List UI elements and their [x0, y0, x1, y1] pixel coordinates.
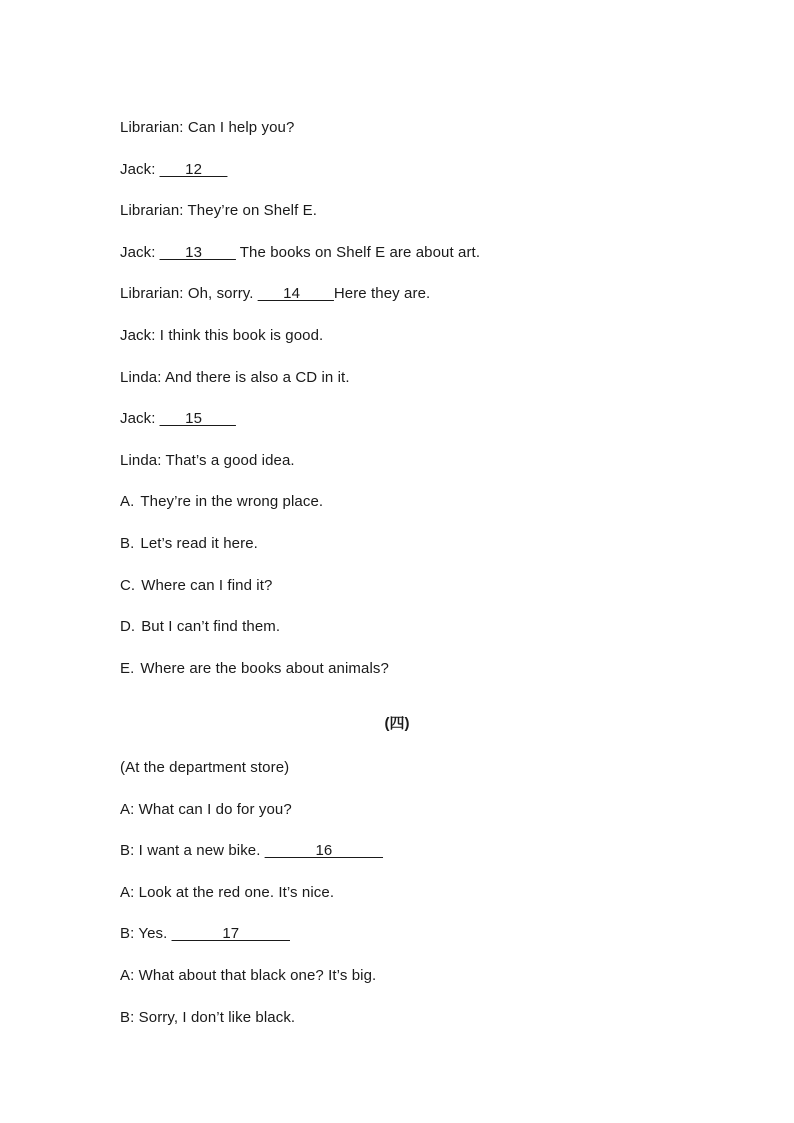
option-letter: B.: [120, 535, 135, 552]
option-text: Let’s read it here.: [140, 535, 258, 552]
utterance: That’s a good idea.: [165, 452, 295, 469]
answer-blank-16: ______16______: [264, 842, 384, 859]
answer-blank-12: ___12___: [159, 161, 228, 178]
dialogue-line: [120, 243, 480, 263]
utterance: Can I help you?: [187, 119, 295, 136]
speaker: Jack:: [120, 161, 156, 178]
utterance: Yes.: [138, 925, 168, 942]
scene-setting: (At the department store): [120, 759, 290, 776]
speaker: Linda:: [120, 369, 162, 386]
speaker: A:: [120, 967, 135, 984]
speaker: A:: [120, 884, 135, 901]
utterance: The books on Shelf E are about art.: [239, 244, 481, 261]
option-letter: E.: [120, 660, 135, 677]
speaker: Librarian:: [120, 285, 184, 302]
utterance: Here they are.: [333, 285, 431, 302]
speaker: Jack:: [120, 327, 156, 344]
dialogue-line: [120, 160, 227, 180]
option-text: But I can’t find them.: [141, 618, 281, 635]
dialogue-line: [120, 118, 294, 138]
utterance: They’re on Shelf E.: [187, 202, 318, 219]
utterance: Oh, sorry.: [187, 285, 254, 302]
option-c: [120, 576, 272, 596]
option-letter: D.: [120, 618, 136, 635]
answer-blank-17: ______17______: [171, 925, 290, 942]
speaker: Jack:: [120, 410, 156, 427]
option-letter: C.: [120, 577, 136, 594]
dialogue-line: [120, 841, 383, 861]
option-text: They’re in the wrong place.: [140, 493, 324, 510]
utterance: I think this book is good.: [159, 327, 324, 344]
dialogue-line: [120, 800, 292, 820]
speaker: B:: [120, 925, 135, 942]
dialogue-line: [120, 966, 376, 986]
speaker: Librarian:: [120, 119, 184, 136]
speaker: B:: [120, 842, 135, 859]
answer-blank-14: ___14____: [257, 285, 334, 302]
dialogue-line: [120, 451, 295, 471]
answer-blank-13: ___13____: [159, 244, 236, 261]
dialogue-line: [120, 368, 350, 388]
speaker: B:: [120, 1009, 135, 1026]
option-e: [120, 659, 389, 679]
option-d: [120, 617, 280, 637]
dialogue-line: [120, 409, 236, 429]
speaker: Linda:: [120, 452, 162, 469]
option-text: Where can I find it?: [141, 577, 273, 594]
option-b: [120, 534, 258, 554]
dialogue-line: [120, 201, 317, 221]
utterance: What about that black one? It’s big.: [138, 967, 377, 984]
speaker: Librarian:: [120, 202, 184, 219]
speaker: Jack:: [120, 244, 156, 261]
utterance: And there is also a CD in it.: [164, 369, 350, 386]
option-text: Where are the books about animals?: [140, 660, 389, 677]
dialogue-line: [120, 284, 430, 304]
dialogue-line: [120, 1008, 295, 1028]
utterance: Look at the red one. It’s nice.: [138, 884, 335, 901]
option-a: [120, 492, 323, 512]
dialogue-line: [120, 326, 323, 346]
speaker: A:: [120, 801, 135, 818]
option-letter: A.: [120, 493, 135, 510]
section-heading: (四): [384, 715, 410, 732]
utterance: What can I do for you?: [138, 801, 292, 818]
dialogue-line: [120, 924, 290, 944]
answer-blank-15: ___15____: [159, 410, 236, 427]
utterance: I want a new bike.: [138, 842, 261, 859]
dialogue-line: [120, 883, 334, 903]
utterance: Sorry, I don’t like black.: [138, 1009, 296, 1026]
